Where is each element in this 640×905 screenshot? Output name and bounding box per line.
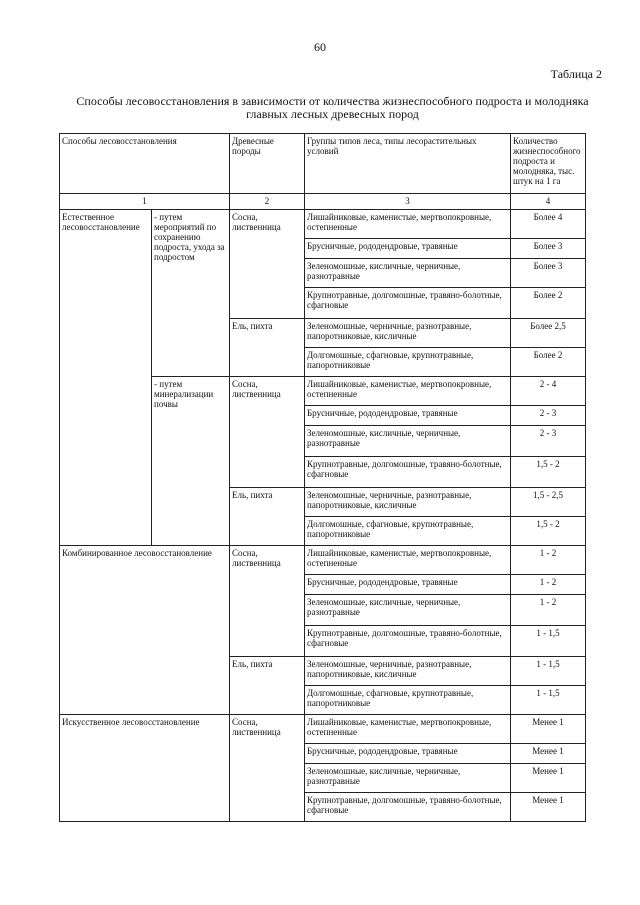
table-row: [60, 546, 586, 575]
quantity-cell: Менее 1: [511, 715, 586, 744]
quantity-cell: Более 2: [511, 348, 586, 377]
forest-group-cell: Брусничные, рододендровые, травяные: [305, 406, 511, 426]
quantity-cell: Более 4: [511, 210, 586, 239]
forest-group-cell: Долгомошные, сфагновые, крупнотравные, папоротниковые: [305, 686, 511, 715]
header-quantity: Количество жизнеспособного подроста и молодняка, тыс. штук на 1 га: [511, 134, 586, 194]
forest-group-cell: Зеленомошные, черничные, разнотравные, папоротниковые, кисличные: [305, 488, 511, 517]
quantity-cell: 1 - 1,5: [511, 686, 586, 715]
quantity-cell: 2 - 4: [511, 377, 586, 406]
forest-group-cell: Брусничные, рододендровые, травяные: [305, 575, 511, 595]
quantity-cell: 1,5 - 2: [511, 457, 586, 488]
quantity-cell: 1 - 2: [511, 546, 586, 575]
quantity-cell: 1 - 1,5: [511, 657, 586, 686]
method-natural-sub2: - путем минерализации почвы: [152, 377, 230, 546]
quantity-cell: Менее 1: [511, 764, 586, 793]
quantity-cell: Менее 1: [511, 793, 586, 822]
quantity-cell: 1 - 2: [511, 595, 586, 626]
forest-group-cell: Крупнотравные, долгомошные, травяно-болотные, сфагновые: [305, 288, 511, 319]
title-line-2: главных лесных древесных пород: [246, 107, 419, 121]
quantity-cell: 1,5 - 2,5: [511, 488, 586, 517]
forest-group-cell: Зеленомошные, черничные, разнотравные, папоротниковые, кисличные: [305, 319, 511, 348]
column-number: 1: [60, 194, 230, 210]
column-number-row: [60, 194, 586, 210]
forest-group-cell: Долгомошные, сфагновые, крупнотравные, папоротниковые: [305, 517, 511, 546]
quantity-cell: Менее 1: [511, 744, 586, 764]
forest-group-cell: Брусничные, рододендровые, травяные: [305, 744, 511, 764]
column-number: 4: [511, 194, 586, 210]
forest-group-cell: Лишайниковые, каменистые, мертвопокровные, остепненные: [305, 377, 511, 406]
forest-group-cell: Зеленомошные, кисличные, черничные, разнотравные: [305, 426, 511, 457]
table-label: Таблица 2: [550, 67, 602, 81]
quantity-cell: 1 - 1,5: [511, 626, 586, 657]
table-title: [60, 95, 605, 121]
forest-group-cell: Зеленомошные, кисличные, черничные, разнотравные: [305, 259, 511, 288]
forest-group-cell: Долгомошные, сфагновые, крупнотравные, папоротниковые: [305, 348, 511, 377]
column-number: 3: [305, 194, 511, 210]
method-natural: Естественное лесовосстановление: [60, 210, 152, 546]
method-natural-sub1: - путем мероприятий по сохранению подроста, ухода за подростом: [152, 210, 230, 377]
forest-group-cell: Брусничные, рододендровые, травяные: [305, 239, 511, 259]
reforestation-table: [59, 133, 586, 822]
forest-group-cell: Зеленомошные, черничные, разнотравные, папоротниковые, кисличные: [305, 657, 511, 686]
forest-group-cell: Лишайниковые, каменистые, мертвопокровные, остепненные: [305, 715, 511, 744]
header-row: [60, 134, 586, 194]
forest-group-cell: Крупнотравные, долгомошные, травяно-болотные, сфагновые: [305, 793, 511, 822]
table-row: [60, 715, 586, 744]
forest-group-cell: Лишайниковые, каменистые, мертвопокровные, остепненные: [305, 210, 511, 239]
header-groups: Группы типов леса, типы лесорастительных условий: [305, 134, 511, 194]
forest-group-cell: Крупнотравные, долгомошные, травяно-болотные, сфагновые: [305, 457, 511, 488]
species-spruce-fir: Ель, пихта: [230, 488, 305, 546]
species-pine-larch: Сосна, лиственница: [230, 546, 305, 657]
method-combined: Комбинированное лесовосстановление: [60, 546, 230, 715]
species-pine-larch: Сосна, лиственница: [230, 715, 305, 822]
quantity-cell: Более 2,5: [511, 319, 586, 348]
page-number: 60: [314, 40, 326, 54]
table-row: [60, 210, 586, 239]
forest-group-cell: Крупнотравные, долгомошные, травяно-болотные, сфагновые: [305, 626, 511, 657]
quantity-cell: Более 2: [511, 288, 586, 319]
forest-group-cell: Зеленомошные, кисличные, черничные, разнотравные: [305, 595, 511, 626]
method-artificial: Искусственное лесовосстановление: [60, 715, 230, 822]
quantity-cell: Более 3: [511, 259, 586, 288]
species-pine-larch: Сосна, лиственница: [230, 210, 305, 319]
species-pine-larch: Сосна, лиственница: [230, 377, 305, 488]
header-species: Древесные породы: [230, 134, 305, 194]
species-spruce-fir: Ель, пихта: [230, 319, 305, 377]
quantity-cell: 2 - 3: [511, 406, 586, 426]
quantity-cell: 1 - 2: [511, 575, 586, 595]
species-spruce-fir: Ель, пихта: [230, 657, 305, 715]
quantity-cell: 2 - 3: [511, 426, 586, 457]
column-number: 2: [230, 194, 305, 210]
quantity-cell: 1,5 - 2: [511, 517, 586, 546]
header-methods: Способы лесовосстановления: [60, 134, 230, 194]
title-line-1: Способы лесовосстановления в зависимости от количества жизнеспособного подроста и молодняка: [76, 94, 589, 108]
forest-group-cell: Лишайниковые, каменистые, мертвопокровные, остепненные: [305, 546, 511, 575]
quantity-cell: Более 3: [511, 239, 586, 259]
forest-group-cell: Зеленомошные, кисличные, черничные, разнотравные: [305, 764, 511, 793]
